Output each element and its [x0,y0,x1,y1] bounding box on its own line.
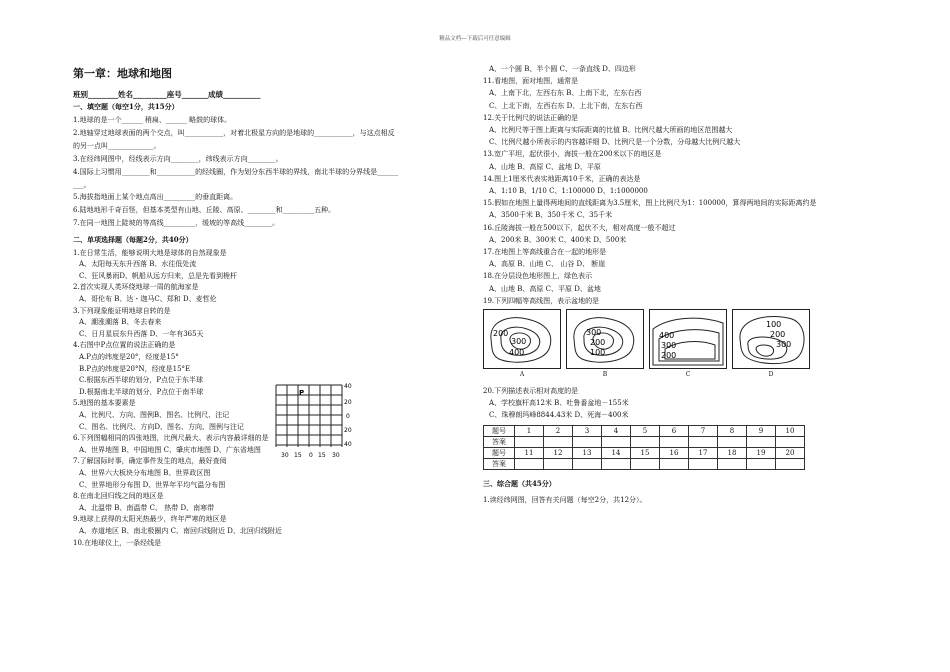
table-cell[interactable] [689,459,718,470]
lat-label: 40 [344,383,352,390]
question-options: A、山地 B、高原 C、平原 D、盆地 [489,284,601,293]
lon-label: 30 [332,452,340,459]
table-cell[interactable] [602,437,631,448]
question-stem: 1.在日常生活，能够说明大地是球体的自然现象是 [73,248,227,257]
question-options: A、一个圆 B、半个圆 C、一条直线 D、四边形 [489,65,636,73]
fill-blank-line: 6.陆地地形千奇百怪，但基本类型有山地、丘陵、高原、________和_________五种。 [73,206,336,215]
contour-maps [483,309,803,383]
question-options: A、高原 B、山地 C、 山谷 D、 断崖 [489,260,606,269]
lon-label: 0 [309,452,313,459]
lat-lon-grid-figure [272,381,356,467]
question-options: A、赤道地区 B、南北极圈内 C、南回归线附近 D、北回归线附近 [79,527,282,535]
question-options: D.根据南北半球的划分，P点位于南半球 [79,387,204,396]
question-options: A、3500千米 B、350千米 C、35千米 [489,211,613,220]
question-stem: 9.地球上获得的太阳光热最少，终年严寒的地区是 [73,515,227,524]
table-cell: 18 [718,448,747,459]
table-cell: 6 [660,426,689,437]
table-cell: 13 [573,448,602,459]
section2-title: 二、单项选择题（每题2分，共40分） [73,235,193,245]
table-cell: 9 [747,426,776,437]
question-options: B.P点的纬度是20°N，经度是15°E [79,364,191,373]
table-cell: 12 [544,448,573,459]
contour-label: 300 [586,328,602,337]
table-cell: 5 [631,426,660,437]
lat-label: 0 [346,413,350,420]
table-cell[interactable] [515,459,544,470]
map-label: B [602,371,608,378]
lon-label: 15 [294,452,302,459]
table-header-cell: 题号 [484,426,515,437]
table-header-cell: 答案 [484,437,515,448]
contour-map-d [732,309,810,378]
table-cell[interactable] [573,437,602,448]
question-options: C、图名、比例尺、方向D、图名、方向、图例与注记 [79,422,244,431]
question-options: A、比例尺等于图上距离与实际距离的比值 B、比例尺越大所画的地区范围越大 [489,126,733,134]
question-options: A、200米 B、300米 C、400米 D、500米 [489,235,627,244]
question-stem: 19.下列四幅等高线图，表示盆地的是 [483,296,600,305]
contour-label: 200 [661,351,677,360]
question-options: C、比例尺越小所表示的内容越详细 D、比例尺是一个分数，分母越大比例尺越大 [489,138,741,147]
fill-blank-line: 7.在同一地图上陡坡的等高线_________，缓坡的等高线________。 [73,219,280,228]
question-stem: 11.看地图，面对地图，通常是 [483,77,579,86]
question-options: C、日月星辰东升西落 D、一年有365天 [79,329,204,338]
question-options: A、学校旗杆高12米 B、吐鲁番盆地－155米 [489,399,629,408]
page-header: 精品文档---下载后可任意编辑 [439,36,511,42]
question-stem: 2.首次实现人类环绕地球一周的航海家是 [73,283,199,292]
map-label: D [768,371,774,378]
contour-label: 200 [770,330,786,339]
table-cell[interactable] [660,459,689,470]
question-options: A、1:10 B、1/10 C、1:100000 D、1:1000000 [489,187,648,195]
question-options: C.根据东西半球的划分，P点位于东半球 [79,376,204,385]
question-stem: 16.丘陵海拔一般在500以下，起伏不大，相对高度一般不超过 [483,223,676,232]
lat-label: 20 [344,427,352,434]
point-p-label: P [299,389,305,397]
table-cell[interactable] [544,437,573,448]
question-options: A、潮涨潮落 B、冬去春来 [79,318,162,327]
question-stem: 17.在地图上等高线重合在一起的地形是 [483,248,607,256]
table-cell: 7 [689,426,718,437]
table-cell: 10 [776,426,805,437]
question-options: A、世界地图 B、中国地图 C、肇庆市地图 D、广东省地图 [79,445,261,454]
fill-blank-line: 3.在经纬网图中，经线表示方向________，纬线表示方向________。 [73,154,283,163]
question-stem: 13.宽广平坦，起伏很小，海拔一般在200米以下的地区是 [483,150,662,159]
table-row [484,448,805,459]
table-cell: 1 [515,426,544,437]
question-stem: 15.假如在地图上量得两地间的直线距离为3.5厘米，图上比例尺为1：100000，算得两地间的实际距离约是 [483,199,817,208]
question-stem: 6.下列图幅相同的四张地图，比例尺最大、表示内容最详细的是 [73,434,269,443]
table-cell[interactable] [718,459,747,470]
lat-label: 40 [344,441,352,448]
question-options: C、珠穆朗玛峰8844.43米 D、死海－400米 [489,411,629,420]
table-cell[interactable] [573,459,602,470]
question-options: A、世界六大板块分布地图 B、世界政区图 [79,469,211,477]
contour-label: 100 [590,348,606,357]
question-options: A、北温带 B、南温带 C、 热带 D、南寒带 [79,503,215,512]
table-cell[interactable] [544,459,573,470]
contour-label: 200 [493,329,509,338]
table-row [484,437,805,448]
fill-blank-line: 1.地球的是一个______ 稍扁、______ 略鼓的球体。 [73,116,232,124]
question-options: A、太阳每天东升西落 B、水往低处流 [79,260,197,269]
question-stem: 8.在南北回归线之间的地区是 [73,492,164,501]
table-cell: 17 [689,448,718,459]
table-cell[interactable] [776,437,805,448]
question-stem: 14.图上1厘米代表实地距离10千米，正确的表达是 [483,174,641,183]
contour-label: 300 [776,340,792,349]
table-header-cell: 答案 [484,459,515,470]
fill-blank-line: ___。 [73,180,91,189]
table-cell: 8 [718,426,747,437]
map-label: C [685,371,691,378]
table-cell[interactable] [515,437,544,448]
answer-table [483,425,805,470]
table-cell: 15 [631,448,660,459]
contour-label: 300 [511,337,527,346]
section3-question1: 1.读经纬网图，回答有关问题（每空2分，共12分）。 [483,496,647,504]
table-cell: 14 [602,448,631,459]
lat-label: 20 [344,399,352,406]
question-stem: 12.关于比例尺的说法正确的是 [483,113,579,122]
table-cell: 19 [747,448,776,459]
question-options: A、比例尺、方向、图例B、图名、比例尺、注记 [79,411,230,419]
question-stem: 3.下列现象能证明地球自转的是 [73,306,171,315]
contour-map-c [649,309,727,378]
question-stem: 7.了解国际时事，确定事件发生的地点，最好查阅 [73,457,227,466]
contour-label: 400 [509,348,525,357]
question-options: A、哥伦布 B、达・迦马C、郑和 D、麦哲伦 [79,295,217,303]
table-cell: 20 [776,448,805,459]
question-stem: 18.在分层设色地形图上，绿色表示 [483,272,593,281]
contour-map-b [566,309,644,378]
fill-blank-line: 的另一点叫_____________。 [73,141,161,150]
table-header-cell: 题号 [484,448,515,459]
table-cell[interactable] [660,437,689,448]
chapter-title: 第一章：地球和地图 [73,67,172,80]
table-cell: 16 [660,448,689,459]
table-cell[interactable] [747,459,776,470]
table-cell: 4 [602,426,631,437]
section3-title: 三、综合题（共45分） [483,479,556,488]
question-options: A.P点的纬度是20°，经度是15° [79,353,179,361]
fill-blank-line: 2.地轴穿过地球表面的两个交点，叫___________，对着北极星方向的是地球的___________，与这点相反 [73,128,395,137]
table-row [484,426,805,437]
table-cell: 2 [544,426,573,437]
contour-label: 300 [661,341,677,350]
table-cell[interactable] [631,459,660,470]
question-stem: 4.右图中P点位置的说法正确的是 [73,341,176,350]
contour-label: 400 [659,331,675,340]
fill-blank-line: 4.国际上习惯用________和___________的经线圈，作为划分东西半球的界线，南北半球的分界线是______ [73,167,399,176]
question-options: A、上南下北，左西右东 B、上南下北，左东右西 [489,89,642,98]
question-stem: 10.在地球仪上，一条经线是 [73,538,162,547]
table-cell[interactable] [747,437,776,448]
table-cell[interactable] [689,437,718,448]
contour-map-a [483,309,561,378]
lat-lon-grid [272,381,356,463]
lon-label: 15 [318,452,326,459]
question-options: C、上北下南，左西右东 D、上北下南，左东右西 [489,101,643,110]
student-info: 班别________姓名_________座号_______成绩__________ [73,90,261,99]
table-cell: 11 [515,448,544,459]
question-stem: 20.下列描述表示相对高度的是 [483,387,579,395]
question-options: A、山地 B、高原 C、盆地 D、平原 [489,162,601,171]
contour-label: 100 [766,320,782,329]
question-options: C、世界地形分布图 D、世界年平均气温分布图 [79,480,226,489]
table-cell: 3 [573,426,602,437]
section1-title: 一、填空题（每空1分，共15分） [73,102,179,111]
map-label: A [519,371,525,378]
lon-label: 30 [281,452,289,459]
contour-label: 200 [590,338,606,347]
table-cell[interactable] [718,437,747,448]
table-cell[interactable] [776,459,805,470]
question-stem: 5.地图的基本要素是 [73,399,136,408]
fill-blank-line: 5.海拔指地面上某个地点高出_________的垂直距离。 [73,193,238,202]
table-cell[interactable] [602,459,631,470]
question-options: C、狂风暴雨D、帆船从远方归来，总是先看到桅杆 [79,271,237,280]
table-cell[interactable] [631,437,660,448]
table-row [484,459,805,470]
